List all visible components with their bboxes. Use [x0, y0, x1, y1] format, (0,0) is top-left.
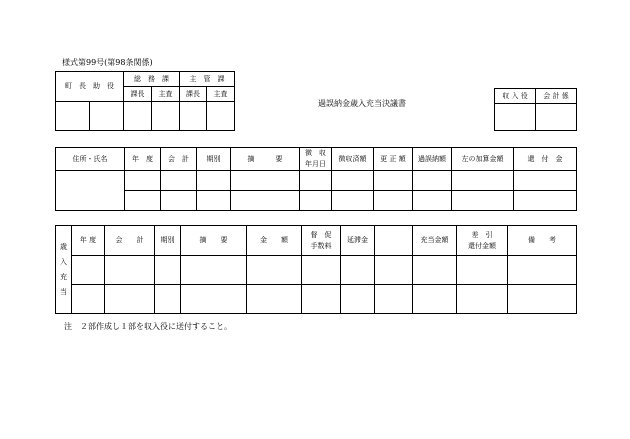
input-cell[interactable] [300, 191, 332, 211]
header-dunning-fee: 督 促 手数料 [302, 226, 341, 256]
header-net-refund: 差 引 還付金額 [457, 226, 508, 256]
input-cell[interactable] [161, 171, 197, 191]
header-period: 期別 [197, 148, 231, 171]
header-account: 会 計 [161, 148, 197, 171]
input-cell[interactable] [125, 171, 161, 191]
header-refund: 還 付 金 [514, 148, 577, 171]
input-cell[interactable] [341, 256, 375, 285]
stamp-cell[interactable] [180, 102, 207, 131]
stamp-cell[interactable] [207, 102, 235, 131]
input-cell[interactable] [332, 191, 374, 211]
chief-label: 課長 [180, 87, 207, 102]
input-cell[interactable] [457, 285, 508, 314]
input-cell[interactable] [413, 171, 452, 191]
refund-table [55, 147, 577, 211]
input-cell[interactable] [452, 171, 514, 191]
input-cell[interactable] [374, 171, 413, 191]
input-cell[interactable] [413, 191, 452, 211]
input-cell[interactable] [231, 191, 300, 211]
revenue-officer-label: 収 入 役 [495, 89, 536, 104]
input-cell[interactable] [247, 285, 302, 314]
input-cell[interactable] [155, 285, 181, 314]
auditor-label: 主査 [207, 87, 235, 102]
input-cell[interactable] [181, 256, 247, 285]
header-description: 摘 要 [231, 148, 300, 171]
input-cell[interactable] [105, 256, 155, 285]
header-collected-amount: 徴収済額 [332, 148, 374, 171]
receipt-table [494, 88, 577, 131]
input-cell[interactable] [300, 171, 332, 191]
header-blank [375, 226, 413, 256]
header-additional-amount: 左の加算金額 [452, 148, 514, 171]
input-cell[interactable] [508, 285, 577, 314]
input-cell[interactable] [231, 171, 300, 191]
header-correction-amount: 更 正 額 [374, 148, 413, 171]
input-cell[interactable] [452, 191, 514, 211]
stamp-cell[interactable] [124, 102, 152, 131]
input-cell[interactable] [72, 285, 105, 314]
input-cell[interactable] [514, 171, 577, 191]
header-amount: 金 額 [247, 226, 302, 256]
input-cell[interactable] [197, 191, 231, 211]
mayor-deputy-header: 町 長 助 役 [56, 72, 124, 102]
header-fiscal-year: 年 度 [72, 226, 105, 256]
header-fiscal-year: 年 度 [125, 148, 161, 171]
input-cell[interactable] [197, 171, 231, 191]
supervising-dept-header: 主 管 課 [180, 72, 235, 87]
stamp-cell[interactable] [495, 104, 536, 131]
input-cell[interactable] [105, 285, 155, 314]
accounting-staff-label: 会 計 係 [536, 89, 577, 104]
input-cell[interactable] [155, 256, 181, 285]
input-cell[interactable] [375, 256, 413, 285]
header-address-name: 住所・氏名 [56, 148, 125, 171]
stamp-cell[interactable] [152, 102, 180, 131]
footnote: 注 ２部作成し１部を収入役に送付すること。 [64, 322, 232, 331]
header-overpayment-amount: 過誤納額 [413, 148, 452, 171]
header-late-fee: 延滞金 [341, 226, 375, 256]
input-cell[interactable] [341, 285, 375, 314]
input-cell[interactable] [181, 285, 247, 314]
form-number: 様式第99号(第98条関係) [62, 58, 153, 67]
header-period: 期別 [155, 226, 181, 256]
input-cell[interactable] [302, 285, 341, 314]
header-remarks: 備 考 [508, 226, 577, 256]
appropriation-row-label: 歳 入 充 当 [56, 226, 72, 314]
input-cell[interactable] [375, 285, 413, 314]
stamp-cell[interactable] [536, 104, 577, 131]
auditor-label: 主査 [152, 87, 180, 102]
input-cell[interactable] [247, 256, 302, 285]
input-cell[interactable] [161, 191, 197, 211]
appropriation-table [55, 225, 577, 314]
input-cell[interactable] [125, 191, 161, 211]
header-collection-date: 徴 収 年月日 [300, 148, 332, 171]
input-cell[interactable] [413, 256, 457, 285]
input-cell[interactable] [56, 171, 125, 211]
input-cell[interactable] [413, 285, 457, 314]
stamp-cell[interactable] [90, 102, 124, 131]
input-cell[interactable] [508, 256, 577, 285]
input-cell[interactable] [332, 171, 374, 191]
input-cell[interactable] [72, 256, 105, 285]
header-account: 会 計 [105, 226, 155, 256]
document-title: 過誤納金歳入充当決議書 [318, 99, 406, 108]
header-appropriation-amount: 充当金額 [413, 226, 457, 256]
input-cell[interactable] [514, 191, 577, 211]
chief-label: 課長 [124, 87, 152, 102]
general-affairs-header: 総 務 課 [124, 72, 180, 87]
stamp-cell[interactable] [56, 102, 90, 131]
input-cell[interactable] [374, 191, 413, 211]
approval-table [55, 71, 235, 131]
input-cell[interactable] [457, 256, 508, 285]
input-cell[interactable] [302, 256, 341, 285]
header-description: 摘 要 [181, 226, 247, 256]
